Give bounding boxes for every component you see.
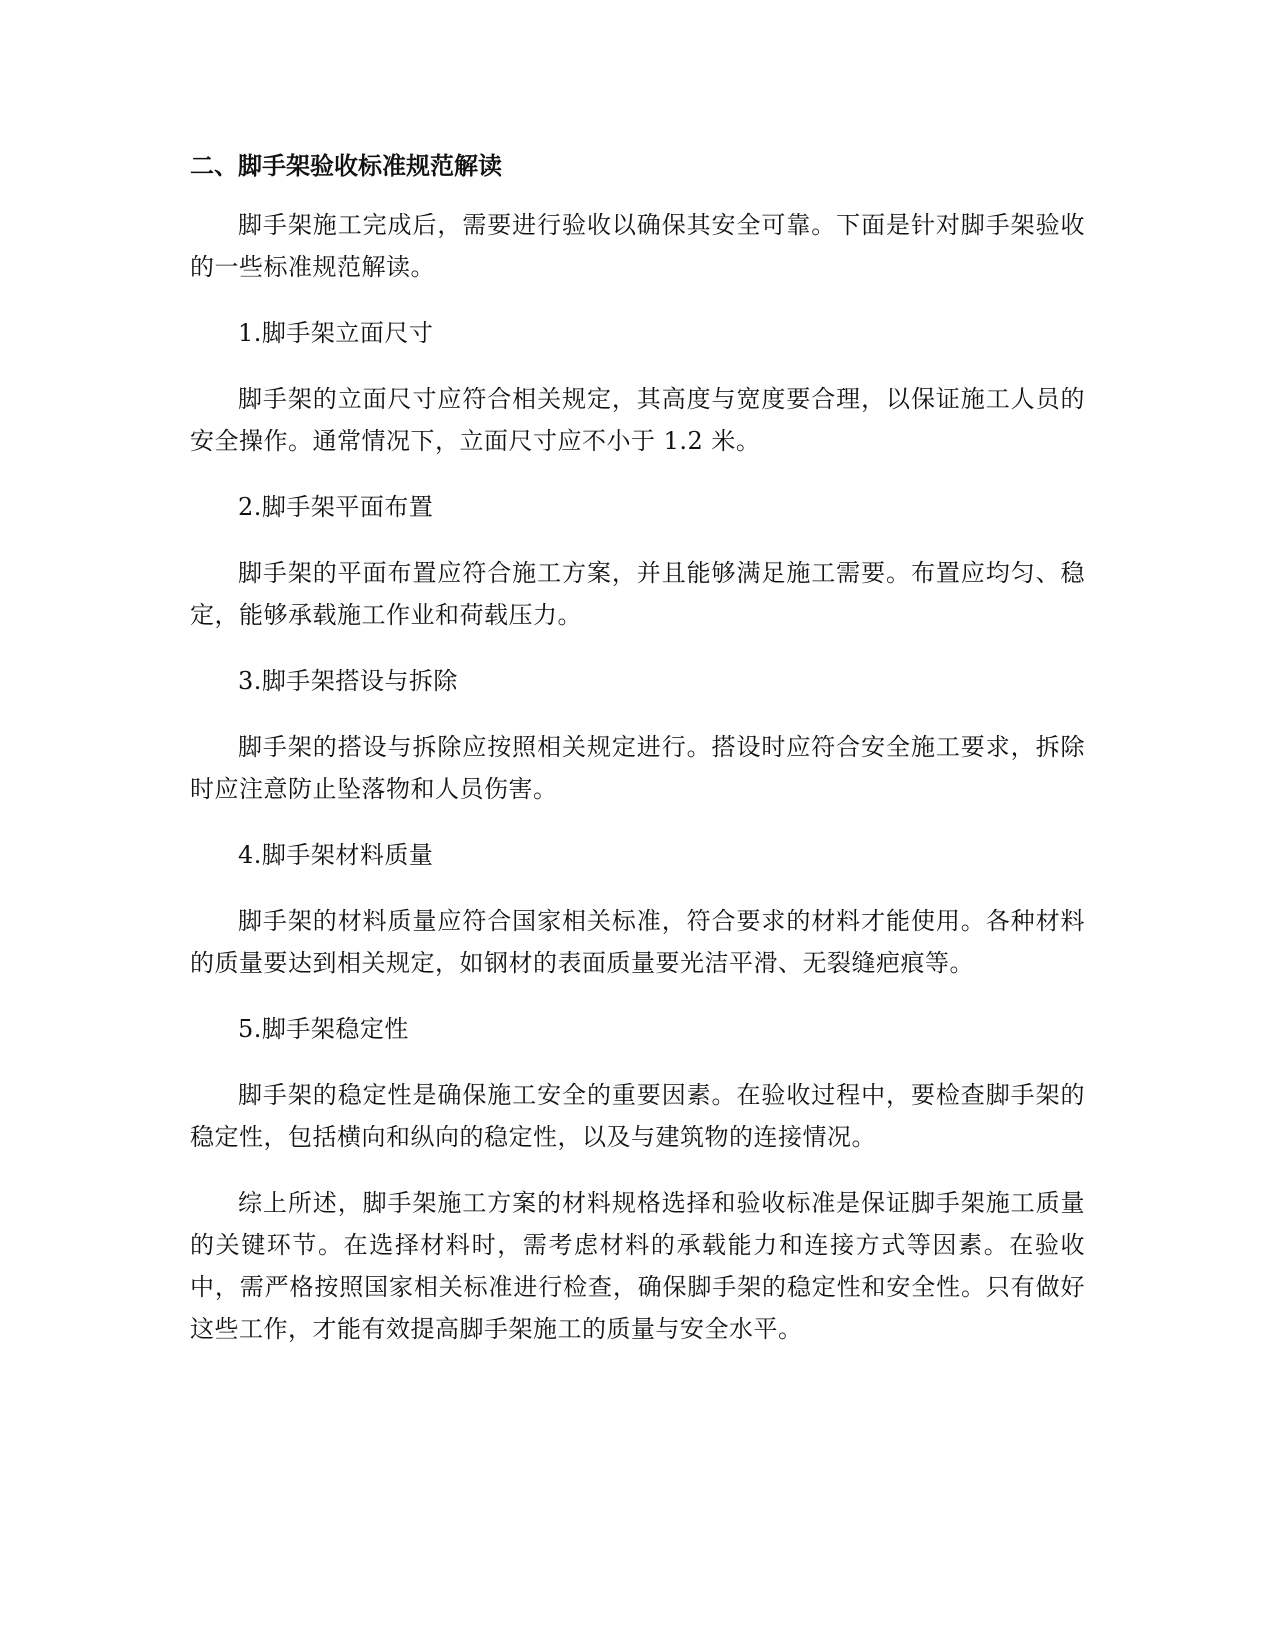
subsection-title-2: 2.脚手架平面布置 xyxy=(238,493,434,521)
subsection-body-5: 脚手架的稳定性是确保施工安全的重要因素。在验收过程中，要检查脚手架的稳定性，包括横向和纵向的稳定性，以及与建筑物的连接情况。 xyxy=(190,1081,1085,1151)
subsection-title-1: 1.脚手架立面尺寸 xyxy=(238,319,434,347)
subsection-title-3: 3.脚手架搭设与拆除 xyxy=(238,667,458,695)
subsection-body-3: 脚手架的搭设与拆除应按照相关规定进行。搭设时应符合安全施工要求，拆除时应注意防止坠落物和人员伤害。 xyxy=(190,733,1085,803)
subsection-title-5: 5.脚手架稳定性 xyxy=(238,1015,409,1043)
subsection-body-2: 脚手架的平面布置应符合施工方案，并且能够满足施工需要。布置应均匀、稳定，能够承载施工作业和荷载压力。 xyxy=(190,559,1085,629)
subsection-title-4: 4.脚手架材料质量 xyxy=(238,841,434,869)
intro-paragraph: 脚手架施工完成后，需要进行验收以确保其安全可靠。下面是针对脚手架验收的一些标准规范解读。 xyxy=(190,211,1085,281)
section-heading: 二、脚手架验收标准规范解读 xyxy=(190,152,502,180)
subsection-body-4: 脚手架的材料质量应符合国家相关标准，符合要求的材料才能使用。各种材料的质量要达到相关规定，如钢材的表面质量要光洁平滑、无裂缝疤痕等。 xyxy=(190,907,1085,977)
conclusion-paragraph: 综上所述，脚手架施工方案的材料规格选择和验收标准是保证脚手架施工质量的关键环节。在选择材料时，需考虑材料的承载能力和连接方式等因素。在验收中，需严格按照国家相关标准进行检查，确保脚手架的稳定性和安全性。只有做好这些工作，才能有效提高脚手架施工的质量与安全水平。 xyxy=(190,1189,1085,1343)
subsection-body-1: 脚手架的立面尺寸应符合相关规定，其高度与宽度要合理，以保证施工人员的安全操作。通常情况下，立面尺寸应不小于 1.2 米。 xyxy=(190,385,1085,455)
document-body xyxy=(190,148,1085,1374)
